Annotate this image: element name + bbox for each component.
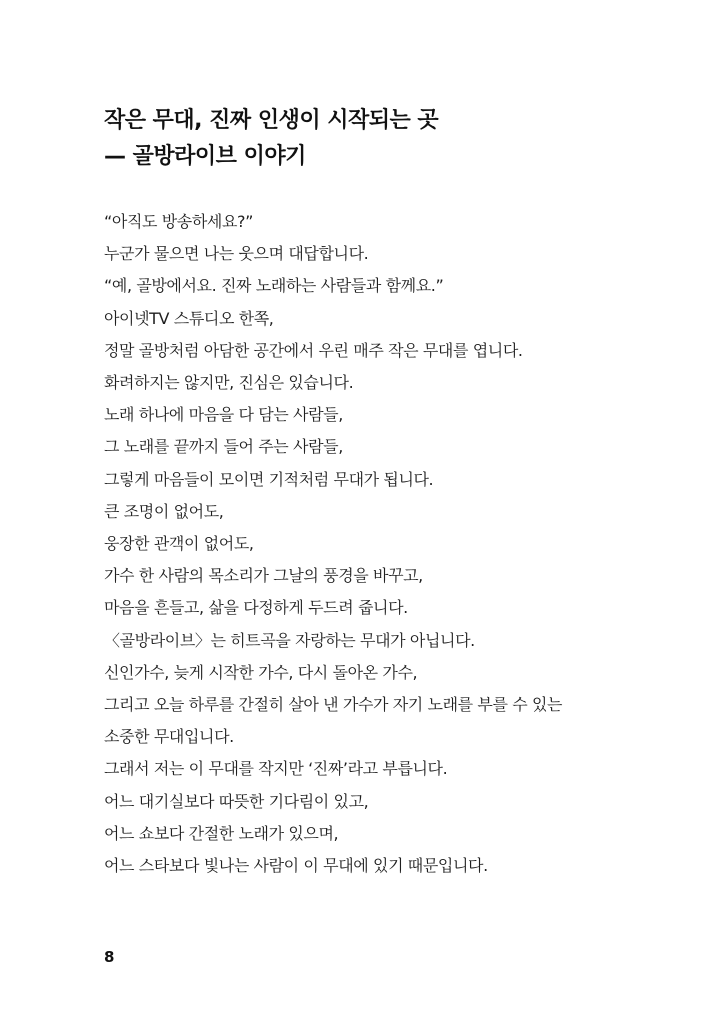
- body-text: [104, 206, 664, 882]
- body-line: “아직도 방송하세요?”: [104, 212, 254, 231]
- chapter-title-line-2: — 골방라이브 이야기: [104, 144, 306, 169]
- body-line: 누군가 물으면 나는 웃으며 대답합니다.: [104, 244, 369, 264]
- body-line: 〈골방라이브〉는 히트곡을 자랑하는 무대가 아닙니다.: [104, 630, 475, 650]
- body-line: 가수 한 사람의 목소리가 그날의 풍경을 바꾸고,: [104, 566, 423, 586]
- body-line: 큰 조명이 없어도,: [104, 501, 224, 521]
- body-line: 그 노래를 끝까지 들어 주는 사람들,: [104, 437, 343, 457]
- body-line: 그렇게 마음들이 모이면 기적처럼 무대가 됩니다.: [104, 469, 434, 489]
- chapter-title-line-1: 작은 무대, 진짜 인생이 시작되는 곳: [104, 108, 439, 133]
- body-line: 그리고 오늘 하루를 간절히 살아 낸 가수가 자기 노래를 부를 수 있는: [104, 695, 563, 715]
- chapter-title: [104, 103, 664, 175]
- body-line: 노래 하나에 마음을 다 담는 사람들,: [104, 405, 343, 425]
- body-line: “예, 골방에서요. 진짜 노래하는 사람들과 함께요.”: [104, 276, 444, 296]
- body-line: 아이넷TV 스튜디오 한쪽,: [104, 308, 274, 328]
- page-number: 8: [104, 948, 115, 966]
- body-line: 정말 골방처럼 아담한 공간에서 우린 매주 작은 무대를 엽니다.: [104, 340, 523, 360]
- body-line: 어느 쇼보다 간절한 노래가 있으며,: [104, 823, 339, 843]
- body-line: 그래서 저는 이 무대를 작지만 ‘진짜’라고 부릅니다.: [104, 759, 448, 779]
- body-line: 웅장한 관객이 없어도,: [104, 534, 254, 554]
- body-line: 어느 스타보다 빛나는 사람이 이 무대에 있기 때문입니다.: [104, 856, 488, 876]
- body-line: 어느 대기실보다 따뜻한 기다림이 있고,: [104, 791, 369, 811]
- body-line: 소중한 무대입니다.: [104, 727, 234, 747]
- body-line: 마음을 흔들고, 삶을 다정하게 두드려 줍니다.: [104, 598, 408, 618]
- body-line: 화려하지는 않지만, 진심은 있습니다.: [104, 373, 354, 393]
- body-line: 신인가수, 늦게 시작한 가수, 다시 돌아온 가수,: [104, 662, 418, 682]
